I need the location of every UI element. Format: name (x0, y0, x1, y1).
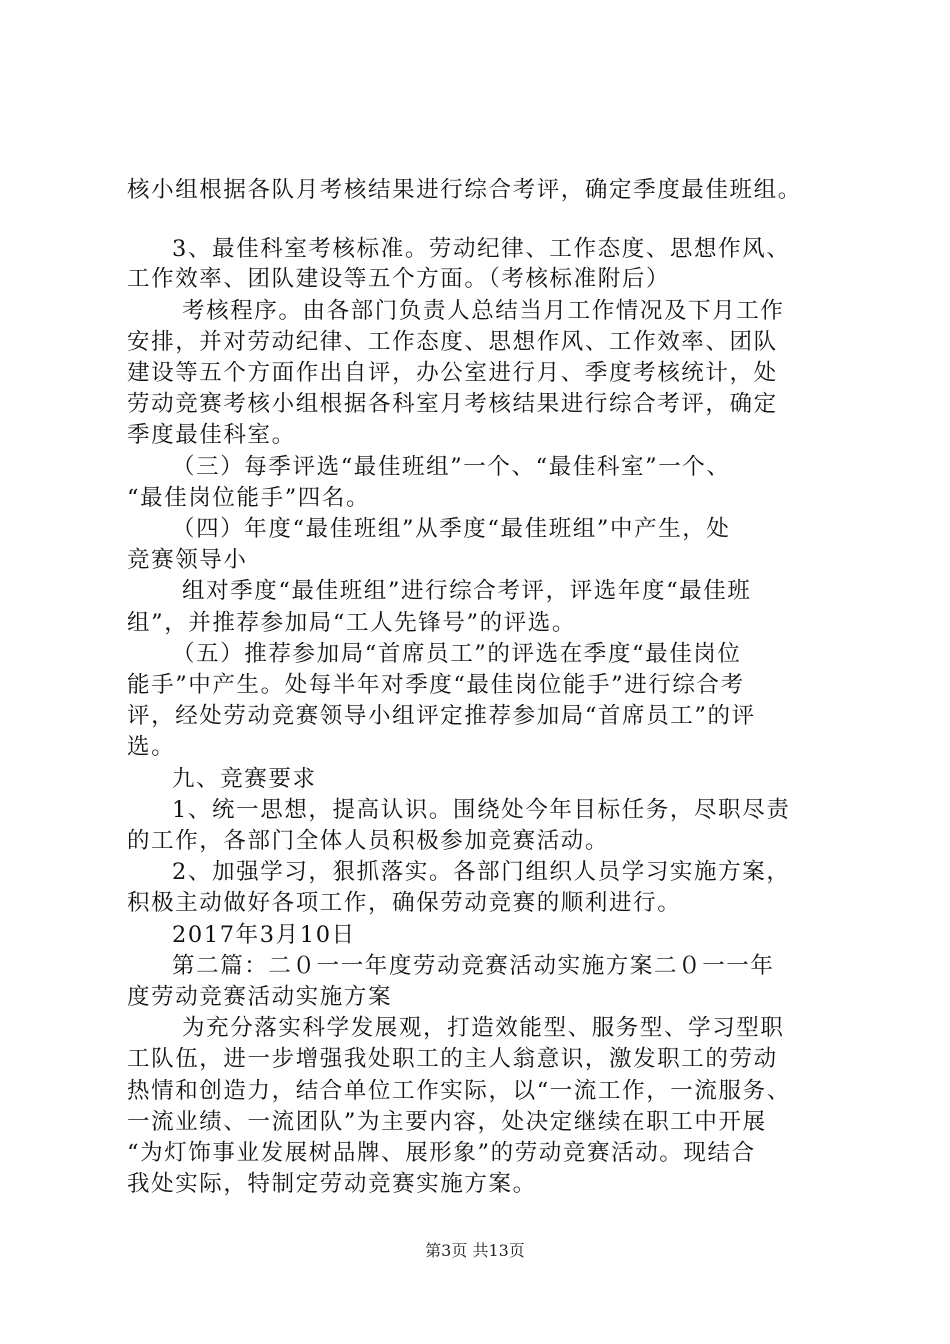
text-line: 3、最佳科室考核标准。劳动纪律、工作态度、思想作风、 (172, 236, 791, 262)
text-line: 能手”中产生。处每半年对季度“最佳岗位能手”进行综合考 (127, 672, 745, 698)
text-line: 组”，并推荐参加局“工人先锋号”的评选。 (127, 610, 577, 636)
text-line: 评，经处劳动竞赛领导小组评定推荐参加局“首席员工”的评 (127, 703, 756, 729)
text-line: 季度最佳科室。 (127, 422, 296, 448)
text-line: 选。 (127, 734, 176, 760)
text-line: 1、统一思想，提高认识。围绕处今年目标任务，尽职尽责 (172, 797, 791, 823)
text-line: 建设等五个方面作出自评，办公室进行月、季度考核统计，处 (127, 360, 778, 386)
text-line: （四）年度“最佳班组”从季度“最佳班组”中产生，处 (172, 516, 731, 542)
text-line: （三）每季评选“最佳班组”一个、“最佳科室”一个、 (172, 454, 731, 480)
text-line: 为充分落实科学发展观，打造效能型、服务型、学习型职 (182, 1015, 785, 1041)
text-line: 工作效率、团队建设等五个方面。（考核标准附后） (127, 266, 671, 292)
text-line: “最佳岗位能手”四名。 (127, 485, 371, 511)
chapter-heading: 第二篇：二０一一年度劳动竞赛活动实施方案二０一一年 (172, 953, 775, 979)
text-line: 的工作，各部门全体人员积极参加竞赛活动。 (127, 828, 610, 854)
text-line: 安排，并对劳动纪律、工作态度、思想作风、工作效率、团队 (127, 329, 778, 355)
text-line: “为灯饰事业发展树品牌、展形象”的劳动竞赛活动。现结合 (127, 1140, 756, 1166)
section-heading: 九、竞赛要求 (172, 766, 317, 792)
text-line: 核小组根据各队月考核结果进行综合考评，确定季度最佳班组。 (127, 177, 802, 203)
text-line: 考核程序。由各部门负责人总结当月工作情况及下月工作 (182, 298, 785, 324)
chapter-heading: 度劳动竞赛活动实施方案 (127, 984, 393, 1010)
text-line: 一流业绩、一流团队”为主要内容，处决定继续在职工中开展 (127, 1109, 767, 1135)
text-line: 工队伍，进一步增强我处职工的主人翁意识，激发职工的劳动 (127, 1046, 778, 1072)
text-line: 热情和创造力，结合单位工作实际，以“一流工作，一流服务、 (127, 1078, 791, 1104)
text-line: 2、加强学习，狠抓落实。各部门组织人员学习实施方案， (172, 859, 791, 885)
text-line: 积极主动做好各项工作，确保劳动竞赛的顺利进行。 (127, 890, 682, 916)
text-line: 我处实际，特制定劳动竞赛实施方案。 (127, 1171, 537, 1197)
page-number-footer: 第3页 共13页 (425, 1241, 525, 1260)
text-line: 竞赛领导小 (127, 547, 248, 573)
text-line: （五）推荐参加局“首席员工”的评选在季度“最佳岗位 (172, 641, 742, 667)
date-line: 2017年3月10日 (172, 922, 356, 948)
text-line: 劳动竞赛考核小组根据各科室月考核结果进行综合考评，确定 (127, 391, 778, 417)
text-line: 组对季度“最佳班组”进行综合考评，评选年度“最佳班 (182, 578, 752, 604)
